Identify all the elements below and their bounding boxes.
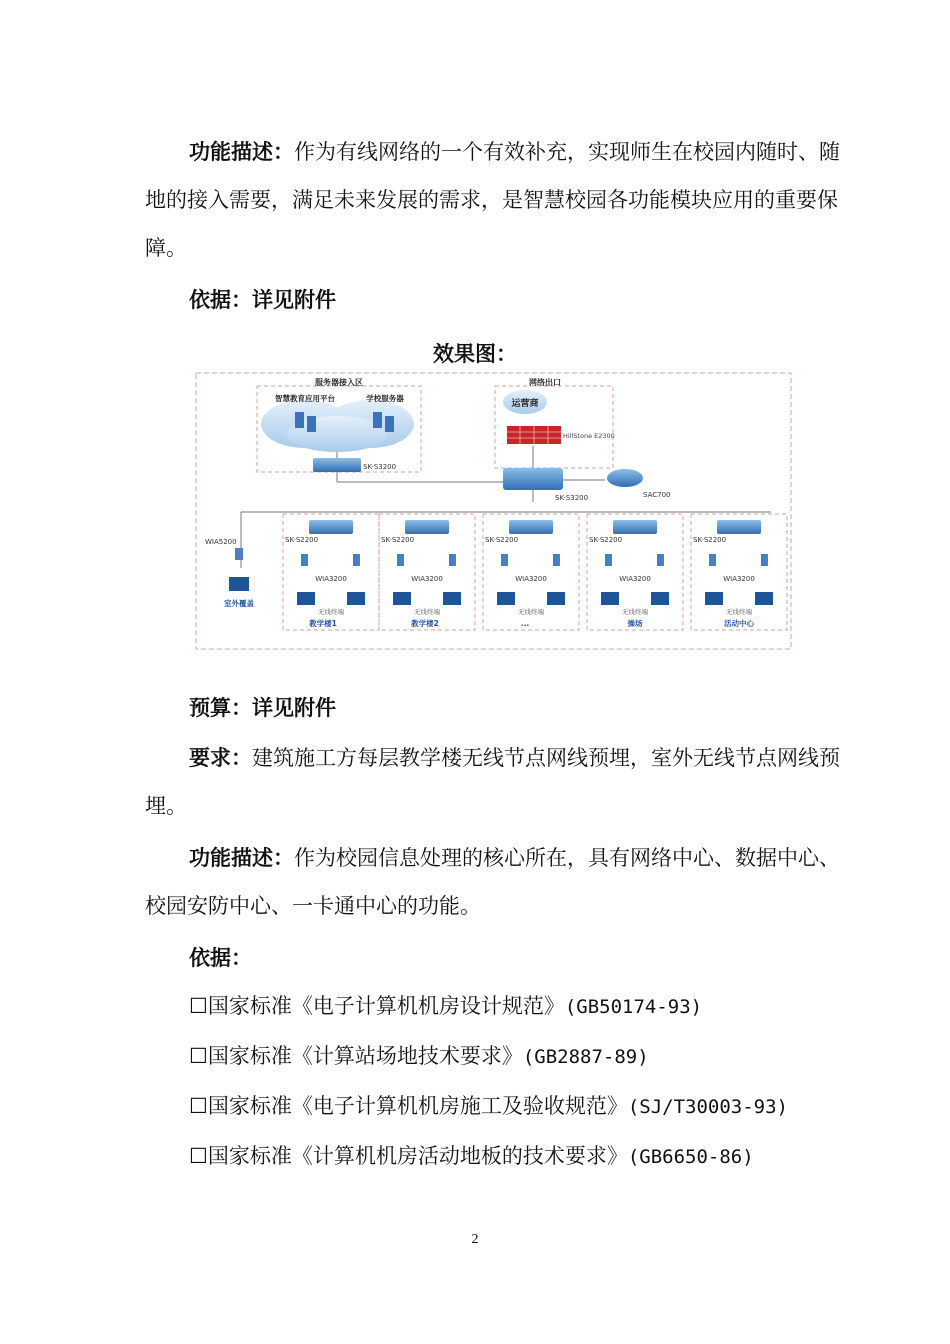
paragraph-budget [145,684,855,732]
body-text: 建筑施工方每层教学楼无线节点网线预埋，室外无线节点网线预埋。 [145,746,840,818]
standard-code: (SJ/T30003-93) [627,1096,788,1118]
body-text: 作为校园信息处理的核心所在，具有网络中心、数据中心、校园安防中心、一卡通中心的功能。 [145,846,840,918]
terminal-label: 无线终端 [518,608,544,616]
standard-item [189,982,869,1031]
ap-icon [657,554,664,566]
building-label: 教学楼1 [309,619,337,628]
terminal-icon [601,592,619,605]
ap-icon [449,554,456,566]
building-group [691,514,787,630]
standard-text: 国家标准《电子计算机机房施工及验收规范》 [207,1094,628,1118]
checkbox-icon: ☐ [189,1044,208,1068]
outdoor-device-icon [229,577,249,591]
terminal-icon [393,592,411,605]
access-switch-label: SK-S2200 [589,536,623,544]
label: 功能描述： [189,140,294,164]
standard-item [189,1032,869,1081]
server-icon [307,416,316,432]
terminal-label: 无线终端 [726,608,752,616]
body-text: 详见附件 [252,696,336,720]
standard-text: 国家标准《计算机机房活动地板的技术要求》 [207,1144,628,1168]
paragraph-basis-1 [145,276,855,324]
label: 功能描述： [189,846,294,870]
building-group [587,514,683,630]
body-text: 详见附件 [252,288,336,312]
paragraph-function-wireless [145,128,855,272]
ac-label: SAC700 [643,491,671,499]
building-label: ... [520,619,530,628]
server-icon [373,412,382,428]
paragraph-basis-2 [145,934,855,982]
outdoor-label: 室外覆盖 [224,599,254,608]
server-icon [295,412,304,428]
ap-label: WIA3200 [723,575,755,583]
access-switch-label: SK-S2200 [693,536,727,544]
paragraph-function-datacenter [145,834,855,930]
access-switch-label: SK-S2200 [285,536,319,544]
terminal-label: 无线终端 [622,608,648,616]
ap-label: WIA3200 [411,575,443,583]
terminal-label: 无线终端 [318,608,344,616]
isp-label: 运营商 [511,399,539,409]
ac-controller-icon [607,469,643,487]
label: 依据： [189,288,252,312]
page-number: 2 [471,1232,479,1247]
access-switch-label: SK-S2200 [485,536,519,544]
body-text: 作为有线网络的一个有效补充，实现师生在校园内随时、随地的接入需要，满足未来发展的需求，是智慧校园各功能模块应用的重要保障。 [145,140,840,260]
building-group [379,514,475,630]
building-label: 教学楼2 [411,619,439,628]
ap-icon [353,554,360,566]
core-switch-top-label: SK-S3200 [363,463,397,471]
building-group [283,514,379,630]
terminal-icon [497,592,515,605]
ap-label: WIA3200 [315,575,347,583]
terminal-icon [755,592,773,605]
standard-code: (GB2887-89) [522,1046,649,1068]
label: 要求： [189,746,252,770]
core-switch-label: SK-S3200 [555,494,589,502]
standard-item [189,1082,869,1131]
ap-icon [397,554,404,566]
outdoor-ap-label: WIA5200 [205,538,237,546]
standard-text: 国家标准《电子计算机机房设计规范》 [207,994,565,1018]
access-switch-icon [309,520,353,534]
server-icon [385,416,394,432]
label: 预算： [189,696,252,720]
terminal-icon [547,592,565,605]
standard-item [189,1132,869,1181]
label: 依据： [189,946,252,970]
access-switch-label: SK-S2200 [381,536,415,544]
server-zone-label: 服务器接入区 [315,378,363,387]
outlet-label: 网络出口 [529,378,561,387]
firewall-icon [507,426,561,444]
checkbox-icon: ☐ [189,1144,208,1168]
core-switch-top [313,458,361,472]
ap-icon [301,554,308,566]
ap-icon [235,548,243,560]
ap-label: WIA3200 [515,575,547,583]
ap-icon [553,554,560,566]
figure-title: 效果图： [433,342,517,366]
checkbox-icon: ☐ [189,994,208,1018]
core-switch [503,468,563,490]
access-switch-icon [405,520,449,534]
ap-icon [761,554,768,566]
ap-label: WIA3200 [619,575,651,583]
paragraph-requirement [145,734,855,830]
building-group [483,514,579,630]
platform-label: 智慧教育应用平台 [275,394,335,403]
checkbox-icon: ☐ [189,1094,208,1118]
firewall-label: HillStone E2300 [563,432,615,440]
ap-icon [501,554,508,566]
access-switch-icon [613,520,657,534]
terminal-icon [347,592,365,605]
ap-icon [605,554,612,566]
terminal-icon [705,592,723,605]
standard-code: (GB50174-93) [564,996,703,1018]
access-switch-icon [509,520,553,534]
ap-icon [709,554,716,566]
outdoor-group [205,538,254,608]
standard-text: 国家标准《计算站场地技术要求》 [207,1044,523,1068]
building-label: 活动中心 [724,619,754,628]
building-label: 操场 [627,619,643,628]
school-server-label: 学校服务器 [366,394,404,403]
terminal-label: 无线终端 [414,608,440,616]
terminal-icon [443,592,461,605]
access-switch-icon [717,520,761,534]
terminal-icon [651,592,669,605]
network-diagram [195,372,792,650]
standard-code: (GB6650-86) [627,1146,754,1168]
terminal-icon [297,592,315,605]
